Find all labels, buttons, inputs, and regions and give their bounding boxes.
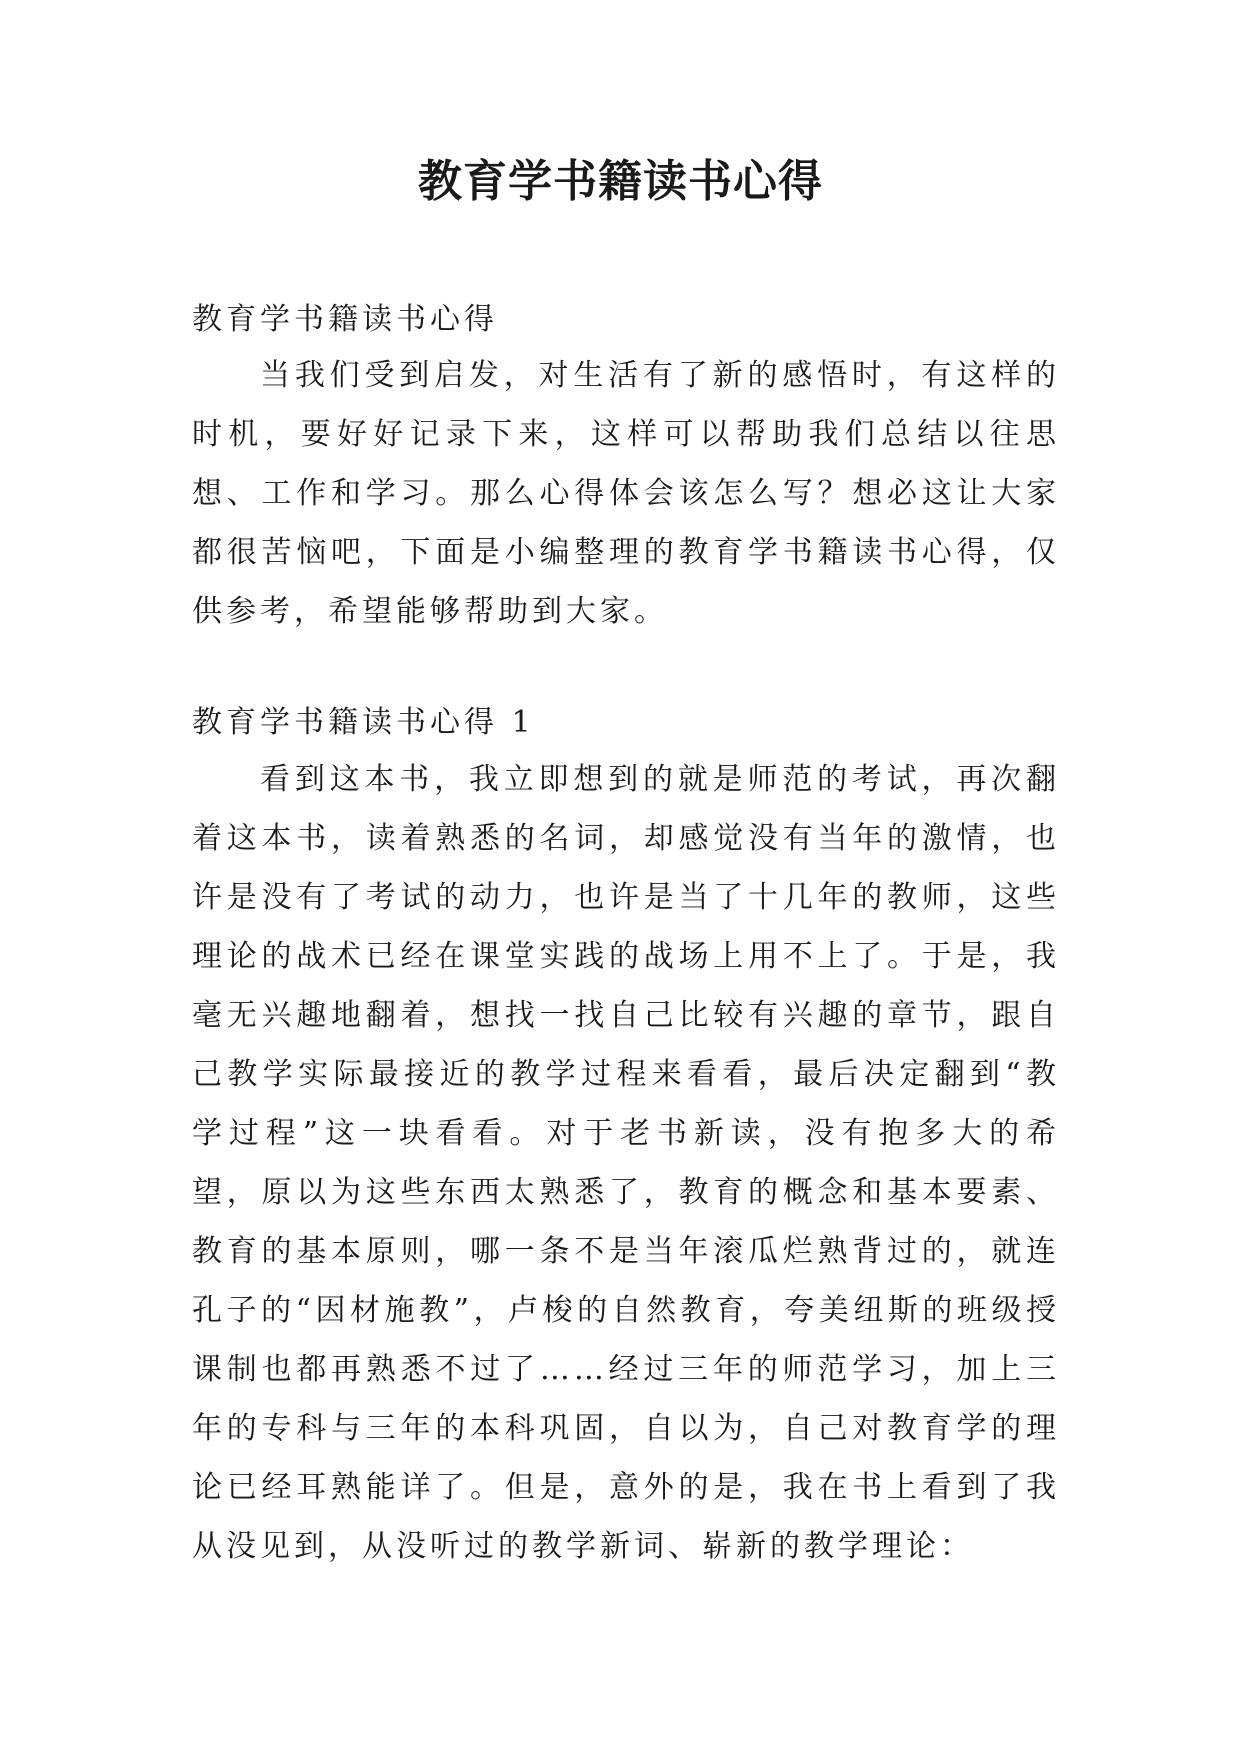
document-subtitle: 教育学书籍读书心得 xyxy=(192,302,498,337)
section-paragraph: 看到这本书，我立即想到的就是师范的考试，再次翻着这本书，读着熟悉的名词，却感觉没有当年的激情，也许是没有了考试的动力，也许是当了十几年的教师，这些理论的战术已经在课堂实践的战场上用不上了。于是，我毫无兴趣地翻着，想找一找自己比较有兴趣的章节，跟自己教学实际最接近的教学过程来看看，最后决定翻到“教学过程”这一块看看。对于老书新读，没有抱多大的希望，原以为这些东西太熟悉了，教育的概念和基本要素、教育的基本原则，哪一条不是当年滚瓜烂熟背过的，就连孔子的“因材施教”，卢梭的自然教育，夸美纽斯的班级授课制也都再熟悉不过了……经过三年的师范学习，加上三年的专科与三年的本科巩固，自以为，自己对教育学的理论已经耳熟能详了。但是，意外的是，我在书上看到了我从没见到，从没听过的教学新词、崭新的教学理论： xyxy=(192,762,1060,1564)
section-heading: 教育学书籍读书心得 1 xyxy=(192,705,535,740)
intro-paragraph: 当我们受到启发，对生活有了新的感悟时，有这样的时机，要好好记录下来，这样可以帮助我们总结以往思想、工作和学习。那么心得体会该怎么写？想必这让大家都很苦恼吧，下面是小编整理的教育学书籍读书心得，仅供参考，希望能够帮助到大家。 xyxy=(192,358,1060,629)
document-title: 教育学书籍读书心得 xyxy=(418,156,823,207)
